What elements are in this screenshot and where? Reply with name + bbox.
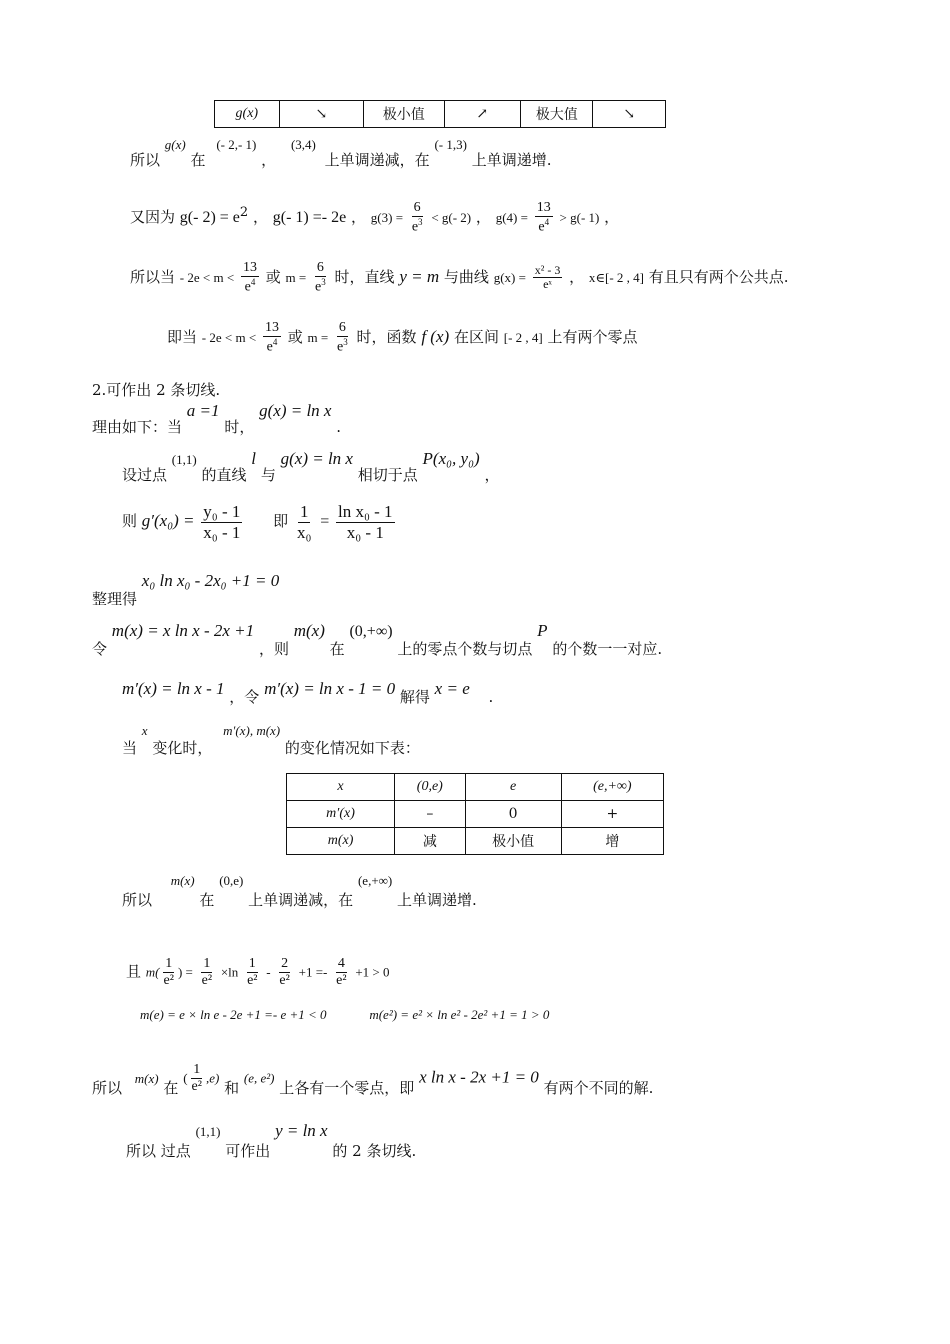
text: 时， [224, 418, 255, 436]
math: m(x) [170, 873, 195, 888]
table-row [215, 101, 666, 128]
text: 的个数一一对应. [552, 640, 663, 658]
final-conclusion-line [126, 1121, 417, 1160]
reason-line [92, 401, 342, 436]
numerator: 6 [337, 320, 348, 337]
text: 上各有一个零点，即 [279, 1078, 415, 1097]
text: 解得 [399, 688, 430, 706]
math: e [315, 279, 322, 295]
text: 且 [126, 962, 142, 981]
math: - 2e < m < [179, 269, 235, 285]
text: 有且只有两个公共点. [648, 267, 789, 286]
numerator: 6 [412, 200, 423, 217]
denominator [410, 217, 425, 236]
math: g(- 1) =- 2e [272, 208, 347, 226]
text: 所以 [92, 1078, 123, 1097]
math: x [141, 723, 148, 738]
math: m( [145, 964, 160, 980]
monotonicity-table-g [214, 100, 666, 128]
denominator [313, 277, 328, 296]
text: ，令 [229, 688, 260, 706]
text: 有两个不同的解. [543, 1078, 654, 1097]
denominator: e² [247, 973, 258, 989]
denominator: x₀ - 1 [203, 522, 241, 542]
table-cell: ↘ [279, 101, 363, 128]
text: 在 [190, 151, 206, 169]
evaluate-1-over-e2-line [126, 956, 390, 989]
denominator: x₀ - 1 [346, 522, 384, 542]
zero-count-conclusion-line [167, 320, 638, 356]
math: m = [307, 329, 329, 345]
table-cell: ↘ [593, 101, 666, 128]
text: 可作出 [225, 1142, 271, 1160]
table-cell: m′(x) [287, 801, 395, 828]
math: x = e [434, 679, 470, 698]
text: 上单调递增. [397, 891, 477, 909]
numerator: 1 [201, 956, 212, 973]
math: x ln x - 2x +1 = 0 [419, 1067, 539, 1087]
text: 与曲线 [443, 267, 489, 286]
math: - [266, 964, 271, 980]
numerator: 13 [263, 320, 281, 337]
math: P(x₀, y₀) [422, 449, 480, 468]
function-values-line [130, 200, 619, 236]
math: > g(- 1) [559, 209, 600, 225]
derivative-line [122, 678, 494, 706]
denominator: eˣ [543, 277, 552, 292]
denominator: e² [336, 973, 347, 989]
fraction [335, 320, 350, 356]
fraction [241, 260, 259, 296]
math: 4 [544, 217, 550, 228]
fraction [334, 956, 348, 989]
table-cell: 减 [395, 828, 466, 855]
text: 令 [92, 640, 108, 658]
denominator [243, 277, 258, 296]
numerator: 1 [191, 1062, 202, 1079]
text: 整理得 [92, 590, 138, 608]
math: (0,e) [219, 873, 244, 888]
math: e [244, 279, 251, 295]
text: 所以 过点 [126, 1142, 191, 1160]
fraction [410, 200, 425, 236]
numerator: 1 [299, 502, 309, 521]
evaluate-e-line [140, 1004, 549, 1024]
math: g(x) = [493, 269, 526, 285]
text: 变化时， [152, 739, 213, 757]
text: 上有两个零点 [547, 327, 638, 346]
table-row [287, 828, 664, 855]
math: (1,1) [171, 452, 197, 467]
text: 和 [224, 1078, 240, 1097]
text: 在 [329, 640, 345, 658]
define-m-line [92, 621, 663, 658]
math: f (x) [421, 326, 450, 346]
denominator [335, 337, 350, 356]
denominator: e² [279, 973, 290, 989]
numerator: 2 [279, 956, 290, 973]
math: m(e) = e × ln e - 2e +1 =- e +1 < 0 [140, 1007, 327, 1022]
slope-equation-line [122, 502, 397, 542]
table-cell: 增 [561, 828, 663, 855]
math: g(x) = ln x [280, 449, 353, 468]
text: 的直线 [201, 466, 247, 484]
text: 在 [199, 891, 215, 909]
math: x∈[- 2 , 4] [588, 269, 645, 285]
math: g(x) = ln x [259, 401, 332, 420]
numerator: 6 [315, 260, 326, 277]
table-cell: g(x) [215, 101, 280, 128]
math: l [251, 449, 257, 468]
text: 理由如下：当 [92, 418, 183, 436]
math: (0,+∞) [349, 623, 393, 640]
text: . [488, 688, 494, 706]
text: 则 [122, 512, 138, 531]
math: 4 [272, 337, 278, 348]
math: - 2e < m < [201, 329, 257, 345]
table-cell: 极小值 [364, 101, 444, 128]
denominator: e² [191, 1079, 202, 1095]
text: 即当 [167, 327, 198, 346]
math: m′(x) = ln x - 1 [122, 679, 225, 698]
math: (e, e²) [243, 1070, 275, 1086]
variation-intro-line [122, 723, 420, 757]
text: 时，函数 [356, 327, 417, 346]
fraction [535, 200, 553, 236]
text: 上单调递减，在 [324, 151, 430, 169]
text: ， [484, 466, 500, 484]
text: ， [604, 207, 620, 226]
text: ， [261, 151, 277, 169]
math: e [337, 339, 344, 355]
text: ， [475, 207, 491, 226]
text: ， [569, 267, 585, 286]
text: 所以 [130, 151, 161, 169]
math: (e,+∞) [357, 873, 393, 888]
text: 所以 [122, 891, 153, 909]
math: ( [183, 1070, 188, 1086]
table-cell: – [395, 801, 466, 828]
text: ，则 [258, 640, 289, 658]
table-cell: x [287, 774, 395, 801]
math: m′(x) = ln x - 1 = 0 [264, 679, 396, 698]
math: +1 =- [298, 964, 328, 980]
denominator: e² [163, 973, 174, 989]
denominator [265, 337, 280, 356]
text: ， [252, 207, 268, 226]
variation-table-m [286, 773, 664, 855]
text: 或 [287, 327, 303, 346]
text: 与 [260, 466, 276, 484]
fraction [313, 260, 328, 296]
math: m(x) [293, 621, 325, 640]
table-cell: 极小值 [465, 828, 561, 855]
simplified-equation-line [92, 571, 280, 608]
math: m(x) = x ln x - 2x +1 [111, 621, 255, 640]
math: P [537, 621, 548, 640]
table-cell: e [465, 774, 561, 801]
math: 3 [418, 217, 423, 228]
math: ) = [177, 964, 193, 980]
table-cell: (0,e) [395, 774, 466, 801]
fraction [336, 502, 395, 542]
monotonic-m-line [122, 873, 477, 909]
math: 4 [250, 277, 256, 288]
numerator: 1 [163, 956, 174, 973]
tangent-setup-line [122, 449, 500, 484]
math: m(e²) = e² × ln e² - 2e² +1 = 1 > 0 [369, 1007, 550, 1022]
table-cell: 0 [465, 801, 561, 828]
numerator: 13 [535, 200, 553, 217]
fraction [190, 1062, 204, 1095]
text: 相切于点 [357, 466, 418, 484]
fraction [295, 502, 313, 542]
math: (1,1) [195, 1124, 221, 1139]
table-cell: ↗ [444, 101, 520, 128]
math: a =1 [186, 401, 220, 420]
text: 即 [273, 512, 289, 531]
table-cell: m(x) [287, 828, 395, 855]
math: (3,4) [290, 137, 316, 152]
table-row [287, 801, 664, 828]
text: . [336, 418, 342, 436]
numerator: 4 [336, 956, 347, 973]
text: 当 [122, 739, 138, 757]
text: ， [350, 207, 366, 226]
fraction [277, 956, 291, 989]
zeros-conclusion-line [92, 1062, 653, 1095]
math: y = m [399, 266, 440, 286]
text: 又因为 [130, 207, 176, 226]
math: g(- 2) = e [179, 208, 240, 226]
math: < g(- 2) [431, 209, 472, 225]
fraction [200, 956, 214, 989]
math: m(x) [134, 1070, 159, 1086]
math: g(3) = [370, 209, 404, 225]
fraction [201, 502, 242, 542]
math: 2 [239, 204, 249, 220]
math: m′(x), m(x) [223, 723, 281, 738]
fraction [533, 264, 563, 293]
text: 的变化情况如下表： [284, 739, 420, 757]
math: ,e) [205, 1070, 220, 1086]
denominator: e² [201, 973, 213, 989]
math: (- 1,3) [434, 137, 467, 152]
intersection-condition-line [130, 260, 789, 296]
text: 在区间 [453, 327, 499, 346]
numerator: y₀ - 1 [203, 502, 241, 521]
numerator: x² - 3 [534, 262, 561, 277]
fraction [162, 956, 176, 989]
math: y = ln x [275, 1121, 328, 1140]
math: 3 [321, 277, 326, 288]
denominator: x₀ [296, 522, 312, 542]
math: ×ln [220, 964, 239, 980]
math: (- 2,- 1) [216, 137, 257, 152]
table-cell: (e,+∞) [561, 774, 663, 801]
text: 上的零点个数与切点 [397, 640, 533, 658]
table-cell: 极大值 [520, 101, 593, 128]
table-cell: + [561, 801, 663, 828]
monotonic-intervals-line [130, 137, 552, 172]
math: [- 2 , 4] [503, 329, 543, 345]
fraction [263, 320, 281, 356]
numerator: ln x₀ - 1 [338, 502, 393, 521]
section-heading [92, 380, 220, 400]
math: g(4) = [495, 209, 528, 225]
math: +1 > 0 [355, 964, 390, 980]
numerator: 1 [247, 956, 258, 973]
text: 或 [265, 267, 281, 286]
text: 的 2 条切线. [332, 1142, 417, 1160]
math: x₀ ln x₀ - 2x₀ +1 = 0 [141, 571, 280, 590]
table-row [287, 774, 664, 801]
text: 2.可作出 2 条切线. [92, 381, 221, 399]
numerator: 13 [241, 260, 259, 277]
math: g(x) [164, 137, 186, 152]
math: e [538, 219, 545, 235]
math: e [266, 339, 273, 355]
text: 在 [163, 1078, 179, 1097]
fraction [245, 956, 259, 989]
text: 设过点 [122, 466, 168, 484]
text: 时，直线 [334, 267, 395, 286]
math: m = [285, 269, 307, 285]
math: = [320, 513, 330, 531]
math: 3 [343, 337, 348, 348]
denominator [536, 217, 551, 236]
text: 上单调递增. [471, 151, 552, 169]
text: 上单调递减，在 [248, 891, 354, 909]
math: g′(x₀) = [141, 511, 195, 531]
text: 所以当 [130, 267, 176, 286]
math: e [411, 219, 419, 235]
